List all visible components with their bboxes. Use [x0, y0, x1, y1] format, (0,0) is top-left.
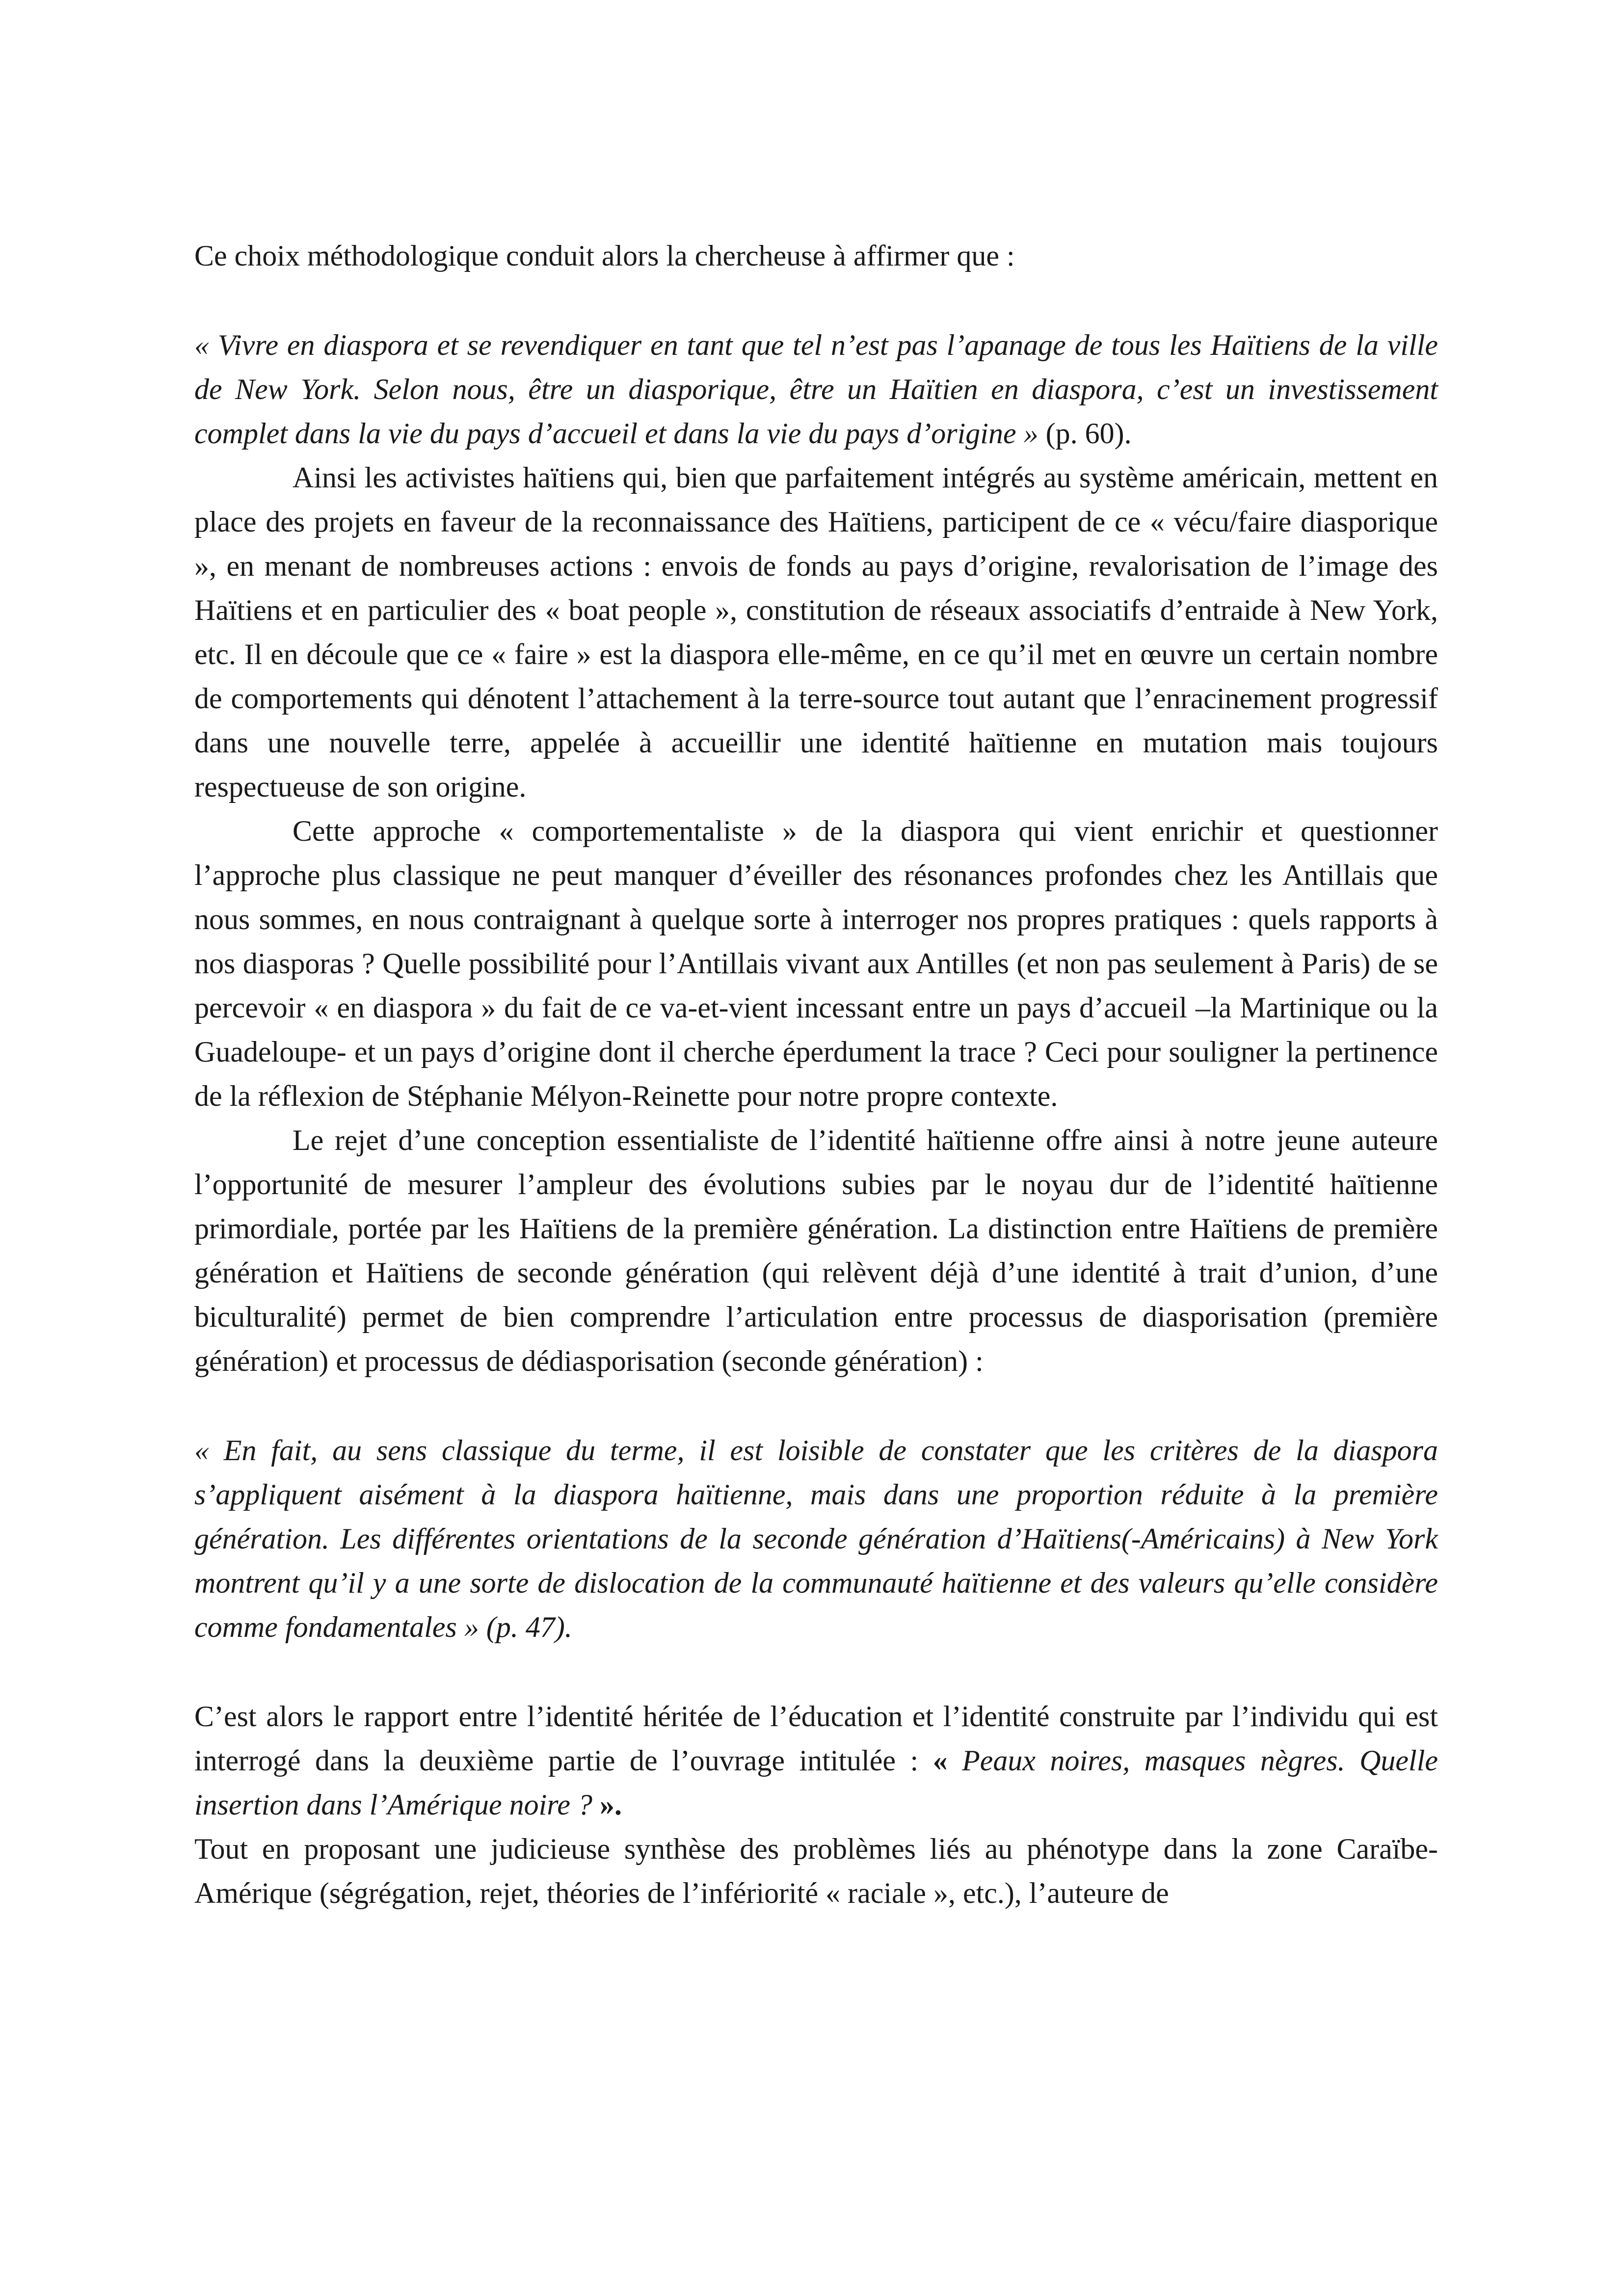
paragraph-identity-lead: C’est alors le rapport entre l’identité héritée de l’éducation et l’identité construite par l’individu qui est interrogé dans la deuxième partie de l’ouvrage intitulée : [194, 1700, 1438, 1777]
paragraph-activists: Ainsi les activistes haïtiens qui, bien que parfaitement intégrés au système américain, mettent en place des projets en faveur de la reconnaissance des Haïtiens, participent de ce « vécu/faire diasporique », en menant de nombreuses actions : envois de fonds au pays d’origine, revalorisation de l’image des Haïtiens et en particulier des « boat people », constitution de réseaux associatifs d’entraide à New York, etc. Il en découle que ce « faire » est la diaspora elle-même, en ce qu’il met en œuvre un certain nombre de comportements qui dénotent l’attachement à la terre-source tout autant que l’enracinement progressif dans une nouvelle terre, appelée à accueillir une identité haïtienne en mutation mais toujours respectueuse de son origine. [194, 461, 1438, 803]
title-open-quote: « [932, 1744, 962, 1777]
block-quote-2: « En fait, au sens classique du terme, il est loisible de constater que les critères de la diaspora s’appliquent aisément à la diaspora haïtienne, mais dans une proportion réduite à la première génération. Les différentes orientations de la seconde génération d’Haïtiens(-Américains) à New York montrent qu’il y a une sorte de dislocation de la communauté haïtienne et des valeurs qu’elle considère comme fondamentales » (p. 47). [194, 1434, 1438, 1643]
quote-1-text: « Vivre en diaspora et se revendiquer en tant que tel n’est pas l’apanage de tous les Haïtiens de la ville de New York. Selon nous, être un diasporique, être un Haïtien en diaspora, c’est un investissement complet dans la vie du pays d’accueil et dans la vie du pays d’origine » [194, 329, 1438, 450]
title-close-quote: ». [600, 1789, 622, 1821]
paragraph-synthesis: Tout en proposant une judicieuse synthèse des problèmes liés au phénotype dans la zone Caraïbe-Amérique (ségrégation, rejet, théories de l’infériorité « raciale », etc.), l’auteure de [194, 1833, 1438, 1909]
paragraph-identity [194, 1694, 1438, 1827]
paragraph-approach: Cette approche « comportementaliste » de la diaspora qui vient enrichir et questionner l’approche plus classique ne peut manquer d’éveiller des résonances profondes chez les Antillais que nous sommes, en nous contraignant à quelque sorte à interroger nos propres pratiques : quels rapports à nos diasporas ? Quelle possibilité pour l’Antillais vivant aux Antilles (et non pas seulement à Paris) de se percevoir « en diaspora » du fait de ce va-et-vient incessant entre un pays d’accueil –la Martinique ou la Guadeloupe- et un pays d’origine dont il cherche éperdument la trace ? Ceci pour souligner la pertinence de la réflexion de Stéphanie Mélyon-Reinette pour notre propre contexte. [194, 815, 1438, 1112]
quote-1-citation: (p. 60). [1038, 417, 1132, 450]
intro-sentence: Ce choix méthodologique conduit alors la chercheuse à affirmer que : [194, 240, 1015, 272]
book-part-title: Peaux noires, masques nègres. Quelle insertion dans l’Amérique noire ? [194, 1744, 1438, 1821]
document-page [194, 234, 1438, 1915]
paragraph-rejection: Le rejet d’une conception essentialiste de l’identité haïtienne offre ainsi à notre jeune auteure l’opportunité de mesurer l’ampleur des évolutions subies par le noyau dur de l’identité haïtienne primordiale, portée par les Haïtiens de la première génération. La distinction entre Haïtiens de première génération et Haïtiens de seconde génération (qui relèvent déjà d’une identité à trait d’union, d’une biculturalité) permet de bien comprendre l’articulation entre processus de diasporisation (première génération) et processus de dédiasporisation (seconde génération) : [194, 1124, 1438, 1377]
block-quote-1 [194, 323, 1438, 455]
